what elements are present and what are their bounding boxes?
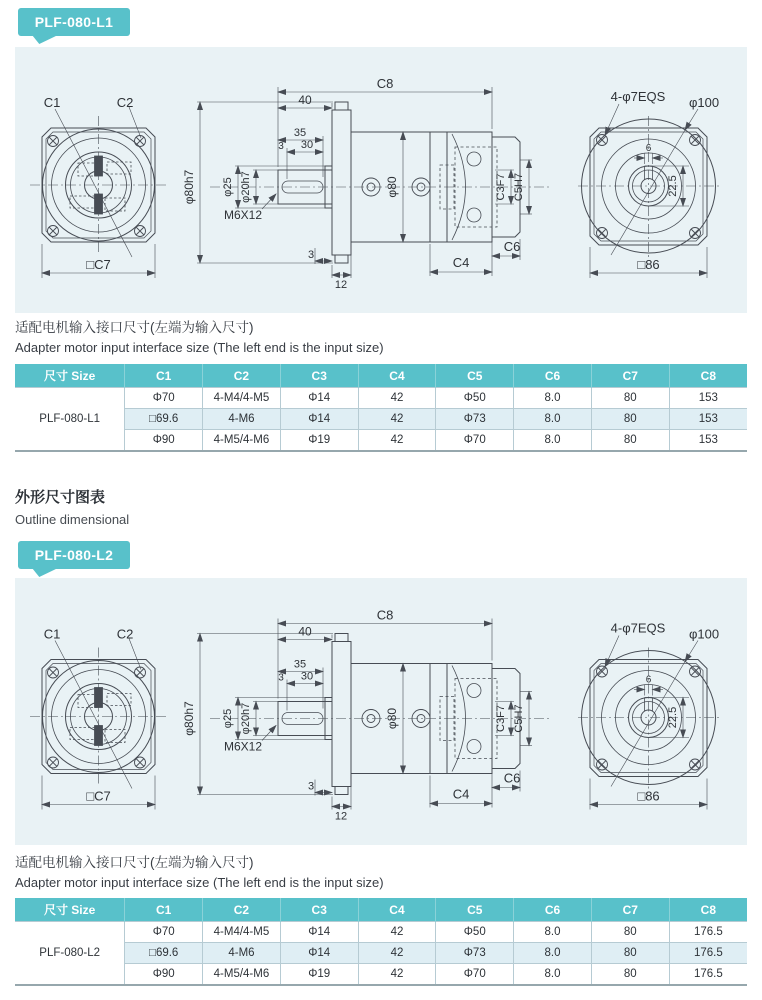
section-title-zh: 外形尺寸图表 [15, 489, 106, 506]
col-header-c5: C5 [436, 898, 514, 922]
dim-label-c5h7: C5H7 [513, 172, 525, 202]
table-row [15, 388, 747, 409]
spec-cell: Φ70 [125, 922, 203, 943]
col-header-size: 尺寸 Size [15, 898, 125, 922]
dim-label-3-top: 3 [278, 141, 284, 152]
col-header-size: 尺寸 Size [15, 364, 125, 388]
col-header-c2: C2 [203, 364, 281, 388]
dim-label-4-dia7eqs: 4-φ7EQS [610, 620, 666, 636]
side-view-labels [182, 608, 525, 823]
dim-label-dia100: φ100 [688, 95, 720, 110]
dim-label-sq86: □86 [637, 788, 660, 804]
dim-label-dia80: φ80 [385, 176, 399, 198]
model-cell: PLF-080-L2 [15, 922, 125, 986]
spec-cell: 153 [669, 409, 747, 430]
dim-label-dia80: φ80 [385, 707, 399, 730]
dim-label-40: 40 [298, 93, 312, 107]
dim-label-6: 6 [645, 143, 652, 154]
rear-view [578, 104, 719, 278]
col-header-c8: C8 [669, 898, 747, 922]
spec-cell: 153 [669, 430, 747, 452]
dim-label-dia20h7: φ20h7 [240, 702, 252, 735]
dim-label-c8: C8 [376, 76, 394, 91]
spec-cell: 4-M4/4-M5 [203, 922, 281, 943]
spec-cell: 4-M6 [203, 943, 281, 964]
spec-cell: 80 [591, 943, 669, 964]
dim-label-c4: C4 [452, 255, 470, 270]
spec-cell: 153 [669, 388, 747, 409]
dim-label-35: 35 [293, 658, 307, 671]
spec-cell: 42 [358, 409, 436, 430]
spec-cell: 42 [358, 964, 436, 986]
dim-label-3-top: 3 [278, 672, 284, 684]
dim-label-dia20h7: φ20h7 [240, 171, 252, 203]
col-header-c3: C3 [280, 898, 358, 922]
col-header-c7: C7 [591, 364, 669, 388]
caption-zh: 适配电机输入接口尺寸(左端为输入尺寸) [15, 855, 254, 870]
spec-cell: 42 [358, 922, 436, 943]
spec-cell: 176.5 [669, 922, 747, 943]
table-row [15, 943, 747, 964]
dim-label-40: 40 [298, 624, 312, 639]
spec-cell: 8.0 [514, 409, 592, 430]
dim-label-m6x12: M6X12 [223, 208, 263, 222]
spec-cell: Φ73 [436, 943, 514, 964]
side-view-labels [182, 76, 525, 291]
dim-label-dia25: φ25 [222, 708, 234, 729]
front-view-labels [44, 95, 134, 272]
dim-label-m6x12: M6X12 [223, 739, 263, 754]
model-badge-plf-080-l2: PLF-080-L2 [18, 541, 130, 569]
dim-label-dia80h7: φ80h7 [182, 169, 196, 205]
dim-label-dia80h7: φ80h7 [182, 701, 196, 736]
spec-cell: 42 [358, 388, 436, 409]
header-row [15, 898, 747, 922]
spec-cell: Φ14 [280, 388, 358, 409]
spec-cell: 176.5 [669, 943, 747, 964]
spec-cell: 4-M5/4-M6 [203, 430, 281, 452]
model-badge-plf-080-l1: PLF-080-L1 [18, 8, 130, 36]
spec-cell: 42 [358, 430, 436, 452]
dim-label-c4: C4 [452, 786, 470, 802]
dim-label-6: 6 [645, 674, 652, 686]
spec-cell: 8.0 [514, 430, 592, 452]
dim-label-c3f7: C3F7 [495, 173, 507, 201]
dim-label-dia100: φ100 [688, 626, 720, 642]
spec-cell: Φ90 [125, 964, 203, 986]
spec-cell: Φ14 [280, 943, 358, 964]
front-view [30, 639, 167, 810]
col-header-c4: C4 [358, 364, 436, 388]
dim-label-c2: C2 [116, 626, 134, 642]
col-header-c8: C8 [669, 364, 747, 388]
dim-label-22-5: 22.5 [667, 706, 679, 729]
dim-label-c8: C8 [376, 607, 394, 623]
spec-table-l1 [15, 364, 747, 452]
spec-cell: Φ73 [436, 409, 514, 430]
rear-view [578, 636, 719, 810]
dim-label-c6: C6 [503, 239, 521, 254]
col-header-c7: C7 [591, 898, 669, 922]
table-row [15, 430, 747, 452]
col-header-c3: C3 [280, 364, 358, 388]
col-header-c6: C6 [514, 898, 592, 922]
dim-label-c6: C6 [503, 770, 521, 786]
table-row [15, 409, 747, 430]
spec-cell: 176.5 [669, 964, 747, 986]
spec-cell: Φ90 [125, 430, 203, 452]
table-row [15, 922, 747, 943]
spec-cell: Φ14 [280, 922, 358, 943]
dim-label-3-bottom: 3 [307, 249, 315, 261]
caption-en: Adapter motor input interface size (The left end is the input size) [15, 340, 384, 355]
front-view [30, 107, 167, 278]
outline-drawing-panel-l2 [15, 578, 747, 845]
dim-label-22-5: 22.5 [667, 175, 679, 197]
col-header-c1: C1 [125, 364, 203, 388]
spec-cell: 8.0 [514, 964, 592, 986]
caption-zh: 适配电机输入接口尺寸(左端为输入尺寸) [15, 320, 254, 335]
dim-label-12: 12 [334, 279, 348, 291]
spec-cell: 80 [591, 409, 669, 430]
dim-label-30: 30 [300, 139, 314, 151]
dim-label-c5h7: C5H7 [513, 704, 525, 733]
dim-label-35: 35 [293, 127, 307, 139]
spec-cell: Φ70 [436, 430, 514, 452]
section-heading [15, 486, 129, 527]
col-header-c2: C2 [203, 898, 281, 922]
outline-drawing-panel-l1 [15, 47, 747, 313]
spec-cell: 8.0 [514, 922, 592, 943]
spec-cell: Φ19 [280, 964, 358, 986]
dim-label-c3f7: C3F7 [495, 705, 507, 732]
spec-cell: 80 [591, 922, 669, 943]
dim-label-dia25: φ25 [222, 177, 234, 197]
technical-drawing-l1 [15, 578, 747, 845]
dim-label-c7: □C7 [86, 257, 111, 272]
dim-label-30: 30 [300, 670, 314, 683]
spec-table-l2 [15, 898, 747, 986]
dim-label-c7: □C7 [86, 788, 111, 804]
spec-cell: Φ50 [436, 922, 514, 943]
section-title-en: Outline dimensional [15, 512, 130, 527]
col-header-c1: C1 [125, 898, 203, 922]
spec-cell: 8.0 [514, 388, 592, 409]
spec-cell: □69.6 [125, 943, 203, 964]
spec-cell: Φ70 [436, 964, 514, 986]
spec-cell: 80 [591, 964, 669, 986]
dim-label-4-dia7eqs: 4-φ7EQS [610, 89, 666, 104]
spec-cell: 80 [591, 388, 669, 409]
spec-cell: Φ14 [280, 409, 358, 430]
spec-cell: □69.6 [125, 409, 203, 430]
spec-cell: 4-M4/4-M5 [203, 388, 281, 409]
spec-cell: 80 [591, 430, 669, 452]
dim-label-12: 12 [334, 810, 348, 823]
col-header-c5: C5 [436, 364, 514, 388]
spec-cell: Φ50 [436, 388, 514, 409]
table-caption-l1 [15, 318, 384, 358]
spec-cell: 8.0 [514, 943, 592, 964]
dim-label-sq86: □86 [637, 257, 660, 272]
dim-label-c2: C2 [116, 95, 134, 110]
col-header-c4: C4 [358, 898, 436, 922]
front-view-labels [44, 627, 134, 804]
spec-cell: Φ70 [125, 388, 203, 409]
caption-en: Adapter motor input interface size (The left end is the input size) [15, 875, 384, 890]
dim-label-c1: C1 [43, 95, 61, 110]
spec-cell: 42 [358, 943, 436, 964]
model-cell: PLF-080-L1 [15, 388, 125, 452]
table-caption-l2 [15, 853, 384, 893]
spec-cell: Φ19 [280, 430, 358, 452]
table-row [15, 964, 747, 986]
spec-cell: 4-M5/4-M6 [203, 964, 281, 986]
header-row [15, 364, 747, 388]
technical-drawing-l1 [15, 47, 747, 313]
dim-label-3-bottom: 3 [307, 780, 315, 793]
dim-label-c1: C1 [43, 626, 61, 642]
col-header-c6: C6 [514, 364, 592, 388]
spec-cell: 4-M6 [203, 409, 281, 430]
